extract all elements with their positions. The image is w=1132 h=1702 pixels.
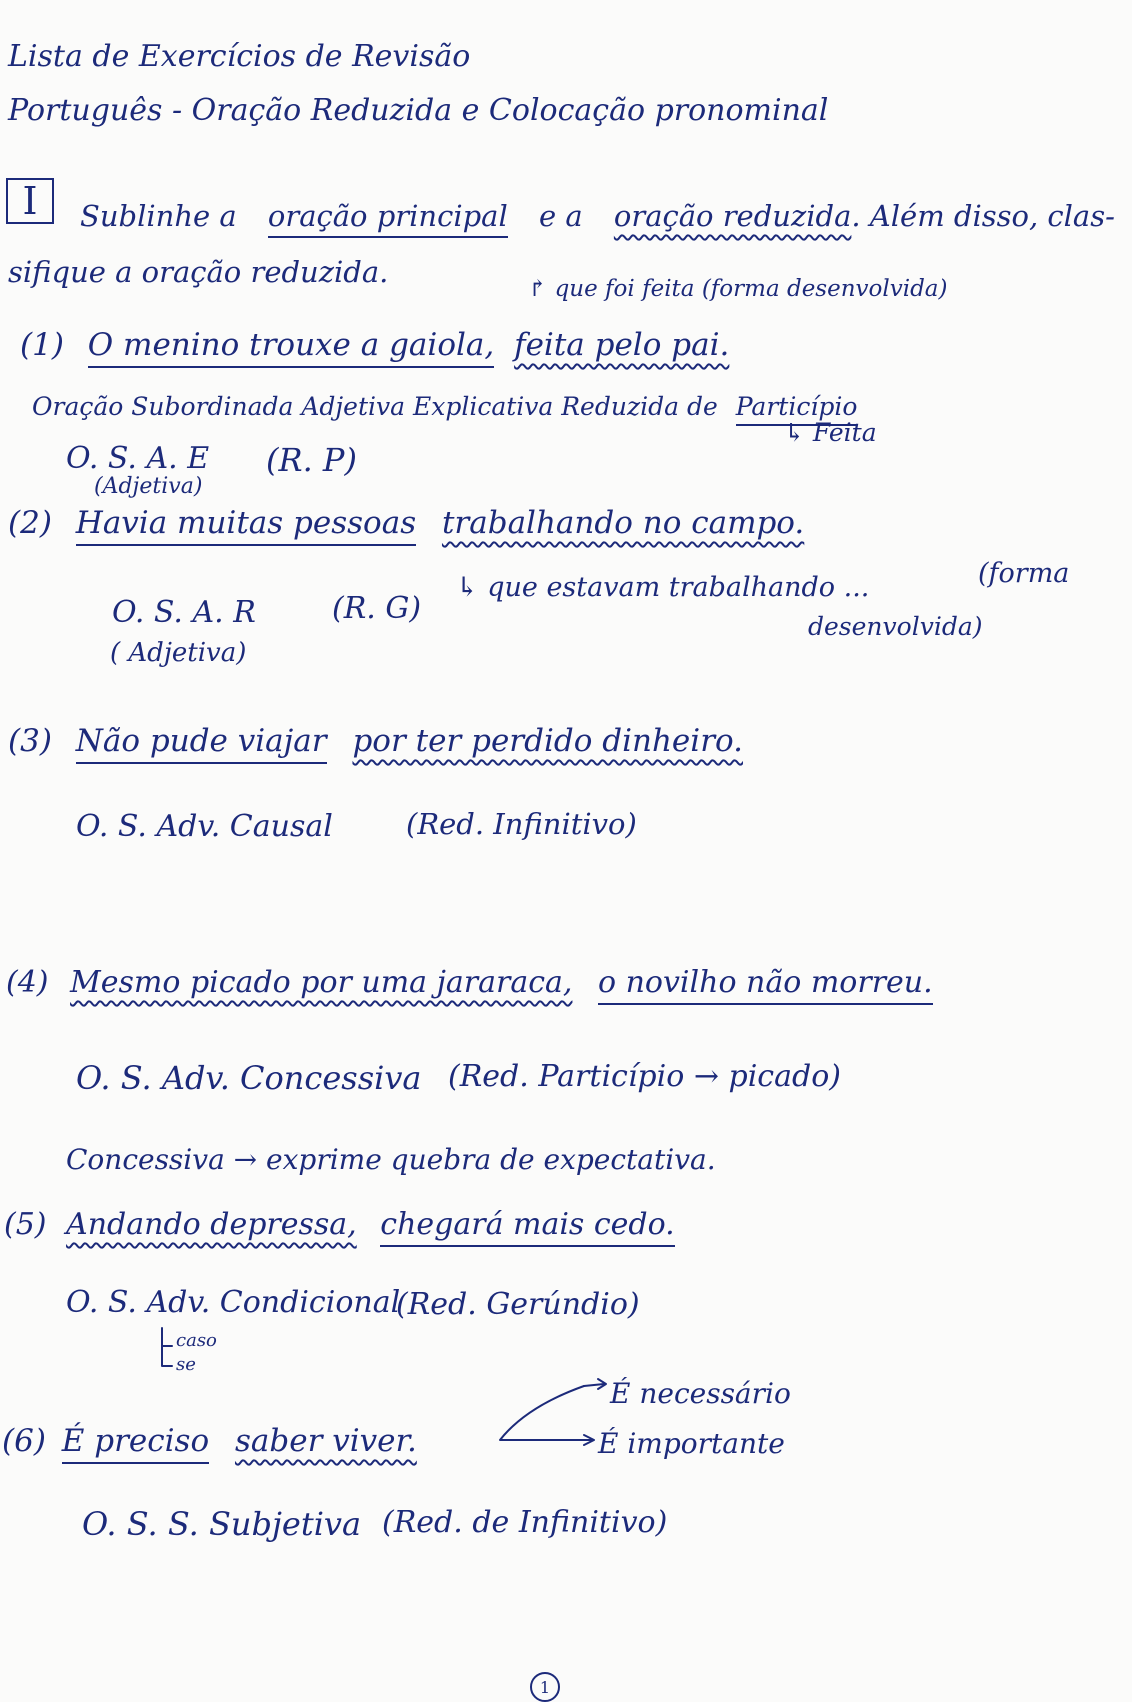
- item6-note-necessario: É necessário: [610, 1377, 791, 1410]
- item5-note-se: se: [176, 1354, 196, 1375]
- item2-reduzida: trabalhando no campo.: [441, 505, 805, 541]
- page-number: 1: [530, 1672, 560, 1702]
- item2-principal: Havia muitas pessoas: [76, 505, 416, 546]
- item5-principal: chegará mais cedo.: [380, 1207, 674, 1247]
- item4-reduzida: Mesmo picado por uma jararaca,: [70, 965, 573, 1000]
- item5-reduzida: Andando depressa,: [66, 1207, 357, 1242]
- instruction-and: e a: [538, 199, 583, 233]
- item3-principal: Não pude viajar: [76, 723, 327, 764]
- item4-abbr: O. S. Adv. Concessiva: [76, 1059, 422, 1097]
- item2-note-developed: ↳ que estavam trabalhando ...: [456, 572, 870, 603]
- item1-class-text: Oração Subordinada Adjetiva Explicativa Reduzida de: [32, 392, 718, 421]
- item2-note-form-2: desenvolvida): [808, 612, 983, 641]
- item4-number: (4): [6, 965, 49, 1000]
- item6-abbr: O. S. S. Subjetiva: [82, 1505, 362, 1543]
- item6-number: (6): [2, 1423, 46, 1459]
- item2-abbr: O. S. A. R: [112, 595, 256, 630]
- item1-abbr: O. S. A. E: [66, 441, 210, 476]
- item3-type: (Red. Infinitivo): [406, 807, 637, 841]
- item6-note-importante: É importante: [598, 1427, 785, 1460]
- header-subtitle: Português - Oração Reduzida e Colocação pronominal: [8, 93, 829, 128]
- item1-note-feita: ↳ Feita: [784, 418, 877, 447]
- item2-note-adjective-2: ( Adjetiva): [110, 638, 247, 668]
- instruction-line-2: sifique a oração reduzida.: [8, 255, 389, 289]
- item5-note-caso: caso: [176, 1330, 217, 1351]
- item2-type: (R. G): [332, 591, 422, 626]
- header-title: Lista de Exercícios de Revisão: [8, 39, 471, 74]
- item4-note: Concessiva → exprime quebra de expectativa.: [66, 1143, 716, 1176]
- item3-number: (3): [8, 723, 52, 759]
- instruction-text: Sublinhe a: [80, 199, 237, 233]
- item1-principal: O menino trouxe a gaiola,: [88, 327, 494, 368]
- item3-reduzida: por ter perdido dinheiro.: [352, 723, 743, 759]
- item5-abbr: O. S. Adv. Condicional: [66, 1285, 401, 1320]
- instruction-rest: . Além disso, clas-: [851, 199, 1115, 233]
- item6-reduzida: saber viver.: [234, 1423, 417, 1459]
- item1-class-participle: Particípio: [736, 392, 858, 426]
- item2-note-form: (forma: [978, 558, 1070, 589]
- item2-number: (2): [8, 505, 52, 541]
- item1-note-developed: ↱ que foi feita (forma desenvolvida): [528, 276, 948, 302]
- item6-branch-arrow-icon: [500, 1386, 592, 1440]
- item6-arrow-top-icon: [584, 1384, 604, 1386]
- item5-type: (Red. Gerúndio): [396, 1287, 640, 1322]
- item1-reduzida: feita pelo pai.: [514, 327, 730, 363]
- instruction-principal: oração principal: [268, 199, 508, 238]
- item4-type: (Red. Particípio → picado): [448, 1059, 841, 1094]
- item1-type: (R. P): [266, 441, 357, 479]
- item2-note-adjective: (Adjetiva): [94, 474, 203, 499]
- section-number-box: I: [6, 178, 54, 224]
- item6-principal: É preciso: [62, 1423, 209, 1464]
- item6-type: (Red. de Infinitivo): [382, 1505, 668, 1540]
- item5-number: (5): [4, 1207, 47, 1242]
- item4-principal: o novilho não morreu.: [598, 965, 933, 1005]
- instruction-reduzida: oração reduzida: [613, 199, 852, 233]
- item1-number: (1): [20, 327, 64, 363]
- item3-abbr: O. S. Adv. Causal: [76, 809, 333, 844]
